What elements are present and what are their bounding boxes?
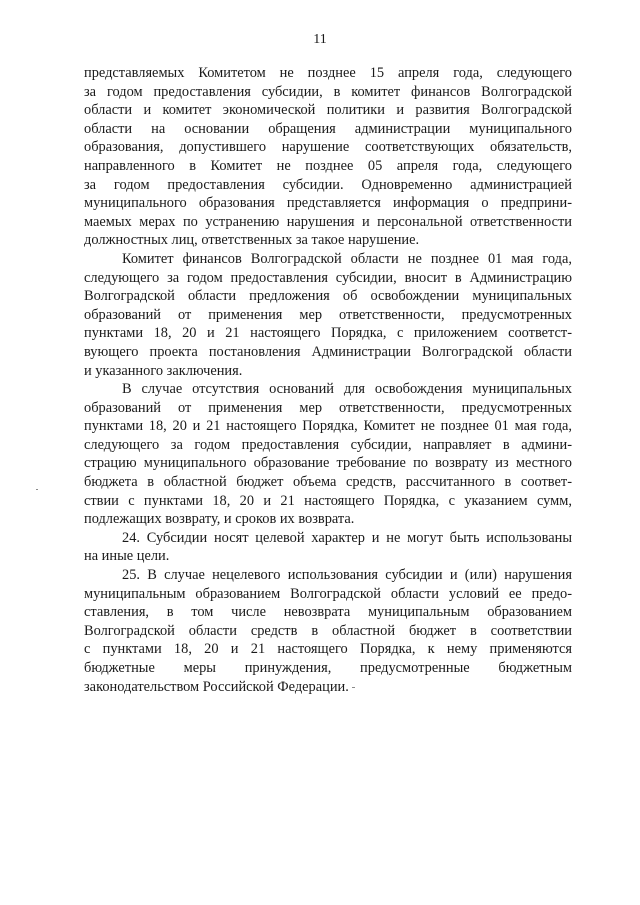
text-line: с пунктами 18, 20 и 21 настоящего Порядка, к нему применяются	[84, 641, 572, 658]
text-line: бюджетные меры принуждения, предусмотренные бюджетным	[84, 660, 572, 676]
text-line: за годом предоставления субсидии. Одновременно администрацией	[84, 176, 572, 193]
text-line: области и комитет экономической политики и развития Волгоградской	[84, 102, 572, 119]
text-line: образований от применения мер ответственности, предусмотренных	[84, 399, 572, 416]
text-line: ствии с пунктами 18, 20 и 21 настоящего Порядка, с указанием сумм,	[84, 492, 572, 509]
text-line: законодательством Российской Федерации.	[84, 678, 349, 695]
text-line: муниципальным образованием Волгоградской области условий ее предо-	[84, 585, 572, 602]
text-line: ставления, в том числе невозврата муниципальным образованием	[84, 604, 572, 621]
text-line: за годом предоставления субсидии, в комитет финансов Волгоградской	[84, 83, 572, 100]
paragraph	[84, 529, 572, 566]
text-line: следующего за годом предоставления субсидии, направляет в админи-	[84, 436, 572, 453]
text-line: должностных лиц, ответственных за такое нарушение.	[84, 232, 420, 249]
document-body	[84, 64, 572, 696]
text-line: образований от применения мер ответственности, предусмотренных	[84, 306, 572, 323]
text-line: области на основании обращения администрации муниципального	[84, 120, 572, 137]
text-line: Комитет финансов Волгоградской области не позднее 01 мая года,	[122, 250, 572, 267]
text-line: маемых мерах по устранению нарушения и персональной ответственности	[84, 213, 572, 230]
text-line: следующего за годом предоставления субсидии, вносит в Администрацию	[84, 269, 572, 286]
scan-artifact	[36, 489, 38, 490]
text-line: образования, допустившего нарушение соответствующих обязательств,	[84, 139, 572, 156]
text-line: бюджета в областной бюджет объема средств, рассчитанного в соответ-	[84, 474, 572, 491]
text-line: пунктами 18, 20 и 21 настоящего Порядка, с приложением соответст-	[84, 325, 572, 342]
text-line: 25. В случае нецелевого использования субсидии и (или) нарушения	[122, 567, 572, 584]
text-line: Волгоградской области средств в областной бюджет в соответствии	[84, 622, 572, 639]
text-line: представляемых Комитетом не позднее 15 апреля года, следующего	[84, 65, 572, 81]
text-line: Волгоградской области предложения об освобождении муниципальных	[84, 288, 572, 305]
paragraph	[84, 250, 572, 380]
page-number: 11	[313, 32, 327, 47]
paragraph	[84, 380, 572, 529]
text-line: подлежащих возврату, и сроков их возврата.	[84, 511, 355, 528]
text-line: и указанного заключения.	[84, 362, 243, 379]
text-line: пунктами 18, 20 и 21 настоящего Порядка, Комитет не позднее 01 мая года,	[84, 418, 572, 435]
text-line: 24. Субсидии носят целевой характер и не могут быть использованы	[122, 529, 572, 546]
text-line: на иные цели.	[84, 548, 170, 565]
scan-artifact	[352, 687, 355, 688]
paragraph	[84, 566, 572, 696]
text-line: направленного в Комитет не позднее 05 апреля года, следующего	[84, 157, 572, 174]
text-line: В случае отсутствия оснований для освобождения муниципальных	[122, 381, 572, 398]
text-line: муниципального образования представляется информация о предприни-	[84, 195, 572, 212]
text-line: страцию муниципального образование требование по возврату из местного	[84, 455, 572, 472]
paragraph	[84, 64, 572, 250]
text-line: вующего проекта постановления Администрации Волгоградской области	[84, 343, 572, 360]
